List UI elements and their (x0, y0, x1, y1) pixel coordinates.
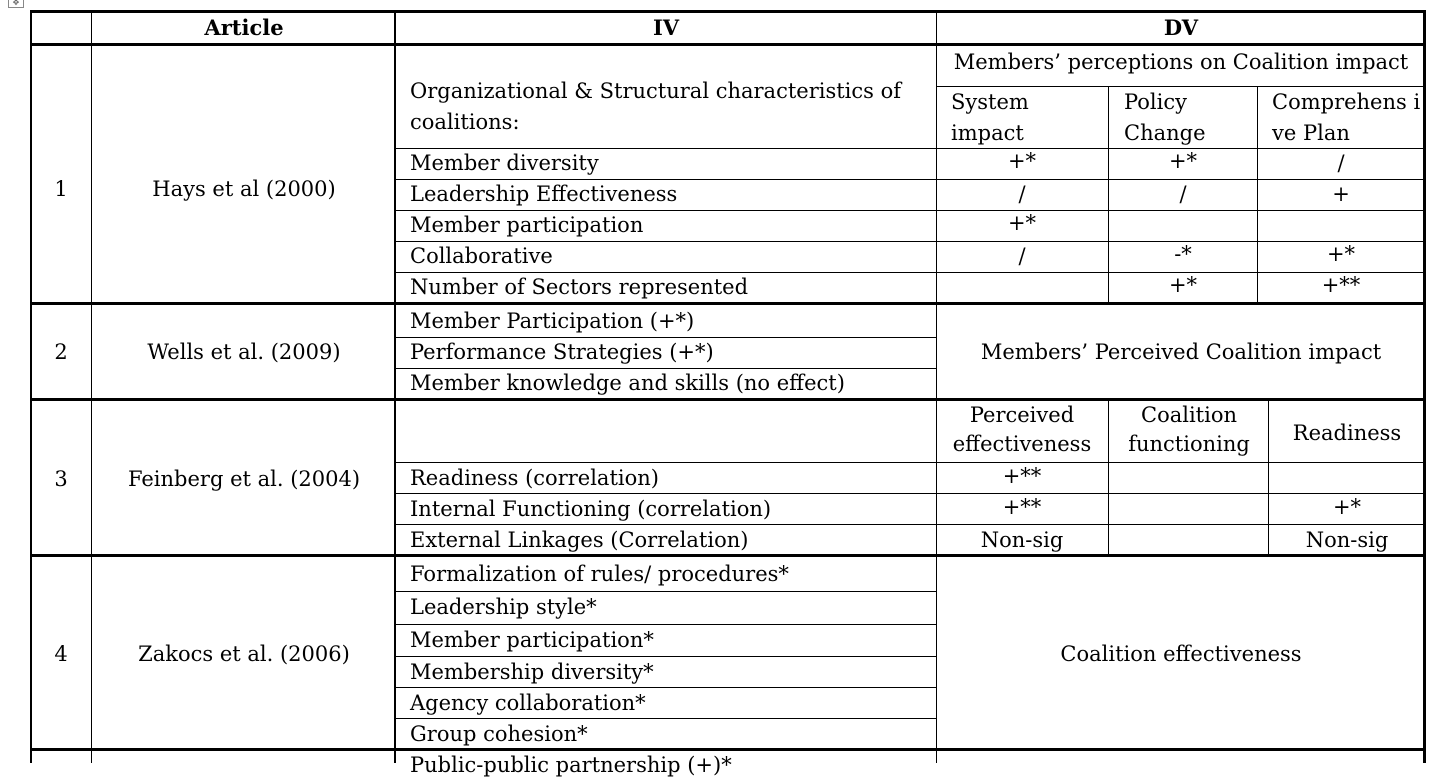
article-citation: Hays et al (2000) (152, 177, 336, 201)
row-separator (30, 748, 1426, 751)
dv-text: Coalition effectiveness (1060, 642, 1302, 666)
dv-value: +* (1168, 149, 1198, 173)
header-dv: DV (1163, 15, 1199, 40)
row4-line (395, 687, 937, 688)
row1-line (395, 179, 1425, 180)
iv-item: Leadership style* (410, 595, 597, 619)
row-number: 4 (54, 642, 68, 666)
iv-item: Membership diversity* (410, 660, 654, 684)
row1-line (395, 241, 1425, 242)
row-separator (30, 554, 1426, 557)
row3-subcol-line (1108, 400, 1109, 555)
row1-subcol-line (1257, 86, 1258, 303)
dv-value: +** (1321, 273, 1361, 297)
table-anchor-icon: ✥ (8, 0, 24, 8)
dv-value: +* (1168, 273, 1198, 297)
dv-col-header: Perceived effectiveness (952, 403, 1092, 456)
dv-value: / (1337, 151, 1345, 175)
dv-value: / (1018, 244, 1026, 268)
dv-value: Non-sig (1305, 528, 1389, 552)
col-divider-number (91, 10, 92, 763)
dv-col-header: Comprehens ive Plan (1272, 90, 1421, 145)
dv-value: +* (1007, 211, 1037, 235)
dv-value: +* (1007, 149, 1037, 173)
row2-line (395, 368, 937, 369)
dv-col-header: System impact (951, 90, 1029, 145)
dv-value: +** (1002, 464, 1042, 488)
iv-item: Member participation* (410, 628, 654, 652)
iv-heading: Organizational & Structural characteristics of coalitions: (410, 79, 902, 134)
iv-item: External Linkages (Correlation) (410, 528, 749, 552)
dv-value: + (1332, 182, 1350, 206)
iv-item: Readiness (correlation) (410, 466, 659, 490)
iv-item: Internal Functioning (correlation) (410, 497, 772, 521)
article-citation: Feinberg et al. (2004) (127, 467, 361, 491)
header-article: Article (204, 15, 284, 40)
header-bottom-border (30, 43, 1426, 46)
iv-item: Member Participation (+*) (410, 309, 695, 333)
iv-item: Member knowledge and skills (no effect) (410, 371, 845, 395)
row3-line (395, 524, 1425, 525)
dv-text: Members’ Perceived Coalition impact (980, 340, 1382, 364)
iv-item: Performance Strategies (+*) (410, 340, 714, 364)
row2-line (395, 337, 937, 338)
row3-subcol-line (1268, 400, 1269, 555)
dv-value: +* (1326, 242, 1356, 266)
iv-item: Collaborative (410, 244, 553, 268)
col-divider-article (394, 10, 396, 763)
iv-item: Leadership Effectiveness (410, 182, 678, 206)
col-divider-iv (936, 10, 937, 763)
dv-value: +* (1332, 495, 1362, 519)
dv-col-header: Readiness (1292, 421, 1402, 445)
row3-line (395, 462, 1425, 463)
dv-value: -* (1174, 242, 1192, 266)
header-iv: IV (652, 15, 680, 40)
dv-value: / (1179, 182, 1187, 206)
row4-line (395, 656, 937, 657)
article-citation: Wells et al. (2009) (147, 340, 341, 364)
iv-item: Group cohesion* (410, 722, 588, 746)
row1-line (395, 210, 1425, 211)
iv-item: Formalization of rules/ procedures* (410, 562, 789, 586)
row4-line (395, 624, 937, 625)
row4-line (395, 718, 937, 719)
iv-item: Member diversity (410, 151, 599, 175)
row1-line (395, 148, 1425, 149)
iv-item: Agency collaboration* (410, 691, 646, 715)
row-number: 2 (54, 340, 68, 364)
dv-title: Members’ perceptions on Coalition impact (953, 50, 1409, 74)
article-citation: Zakocs et al. (2006) (138, 642, 350, 666)
row4-line (395, 591, 937, 592)
dv-value: Non-sig (980, 528, 1064, 552)
row-number: 1 (54, 177, 68, 201)
table-border-top (30, 10, 1426, 13)
row-number: 3 (54, 467, 68, 491)
row1-line (395, 272, 1425, 273)
iv-item-partial: Public-public partnership (+)* (410, 753, 732, 777)
row1-subcol-line (1108, 86, 1109, 303)
table-border-left (30, 10, 32, 763)
dv-col-header: Policy Change (1124, 90, 1206, 145)
row-separator (30, 302, 1426, 305)
dv-value: +** (1002, 495, 1042, 519)
row3-line (395, 493, 1425, 494)
iv-item: Number of Sectors represented (410, 275, 749, 299)
dv-col-header: Coalition functioning (1128, 403, 1250, 456)
iv-item: Member participation (410, 213, 644, 237)
dv-value: / (1018, 182, 1026, 206)
